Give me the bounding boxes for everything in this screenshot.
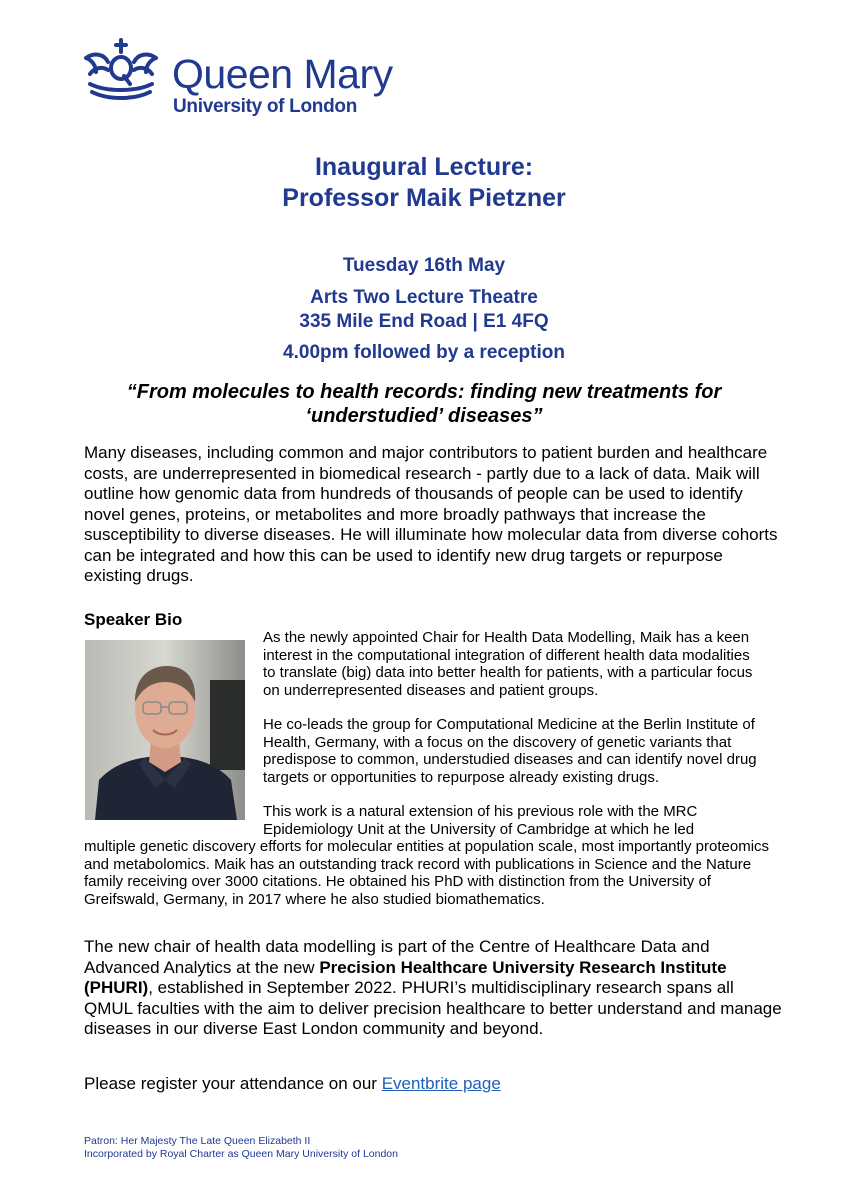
- title-line-2: Professor Maik Pietzner: [282, 184, 566, 212]
- talk-title-line-2: ‘understudied’ diseases”: [305, 405, 543, 427]
- event-time: 4.00pm followed by a reception: [283, 342, 565, 363]
- university-logo: [82, 38, 402, 118]
- register-text: Please register your attendance on our: [84, 1074, 382, 1093]
- bio-paragraph-2: He co-leads the group for Computational Medicine at the Berlin Institute of Health, Germany, with a focus on the discovery of genetic variants that predispose to common, understudied diseases and can identify novel drug targets or opportunities to repurpose already existing drugs.: [263, 716, 757, 786]
- crown-crest-icon: [82, 38, 160, 102]
- institute-name: Precision Healthcare University Research Institute (PHURI): [84, 957, 727, 997]
- bio-paragraph-3-start: This work is a natural extension of his previous role with the MRC Epidemiology Unit at the University of Cambridge at which he led: [263, 803, 698, 838]
- venue-line-2: 335 Mile End Road | E1 4FQ: [299, 311, 549, 332]
- speaker-photo: [85, 640, 245, 820]
- title-line-1: Inaugural Lecture:: [314, 153, 534, 181]
- speaker-portrait-image: [85, 640, 245, 820]
- bio-paragraph-3-continued: multiple genetic discovery efforts for molecular entities at population scale, most importantly proteomics and metabolomics. Maik has an outstanding track record with publications in Science and the Nature family receiving over 3000 citations. He obtained his PhD with distinction from the University of Greifswald, Germany, in 2017 where he also studied biomathematics.: [84, 838, 770, 908]
- speaker-bio-heading: Speaker Bio: [84, 610, 183, 629]
- venue-line-1: Arts Two Lecture Theatre: [310, 287, 538, 308]
- footer-charter: Incorporated by Royal Charter as Queen Mary University of London: [84, 1148, 398, 1160]
- bio-paragraph-1: As the newly appointed Chair for Health Data Modelling, Maik has a keen interest in the computational integration of different health data modalities to translate (big) data into better health for patients, with a particular focus on underrepresented diseases and patient groups.: [263, 629, 753, 699]
- closing-text-start: The new chair of health data modelling is part of the Centre of Healthcare Data and Advanced Analytics at the new: [84, 937, 710, 977]
- event-venue: [0, 286, 848, 334]
- eventbrite-link[interactable]: Eventbrite page: [381, 1074, 501, 1093]
- logo-wordmark: Queen Mary: [172, 51, 393, 97]
- talk-title: [0, 380, 848, 428]
- closing-paragraph: [84, 937, 784, 1040]
- logo-subtitle: University of London: [173, 96, 358, 117]
- page-title: [0, 152, 848, 214]
- footer-patron: Patron: Her Majesty The Late Queen Elizabeth II: [84, 1135, 311, 1147]
- closing-text-end: , established in September 2022. PHURI’s multidisciplinary research spans all QMUL faculties with the aim to deliver precision healthcare to better understand and manage diseases in our diverse East London community and beyond.: [84, 978, 782, 1038]
- register-line: [84, 1074, 501, 1094]
- talk-title-line-1: “From molecules to health records: finding new treatments for: [126, 381, 722, 403]
- event-date: Tuesday 16th May: [342, 255, 506, 276]
- intro-paragraph: Many diseases, including common and major contributors to patient burden and healthcare costs, are underrepresented in biomedical research - partly due to a lack of data. Maik will outline how genomic data from hundreds of thousands of people can be used to identify novel genes, proteins, or metabolites and more broadly pathways that increase the susceptibility to diverse diseases. He will illuminate how molecular data from diverse cohorts can be integrated and how this can be used to identify new drug targets or repurpose existing drugs.: [84, 443, 778, 585]
